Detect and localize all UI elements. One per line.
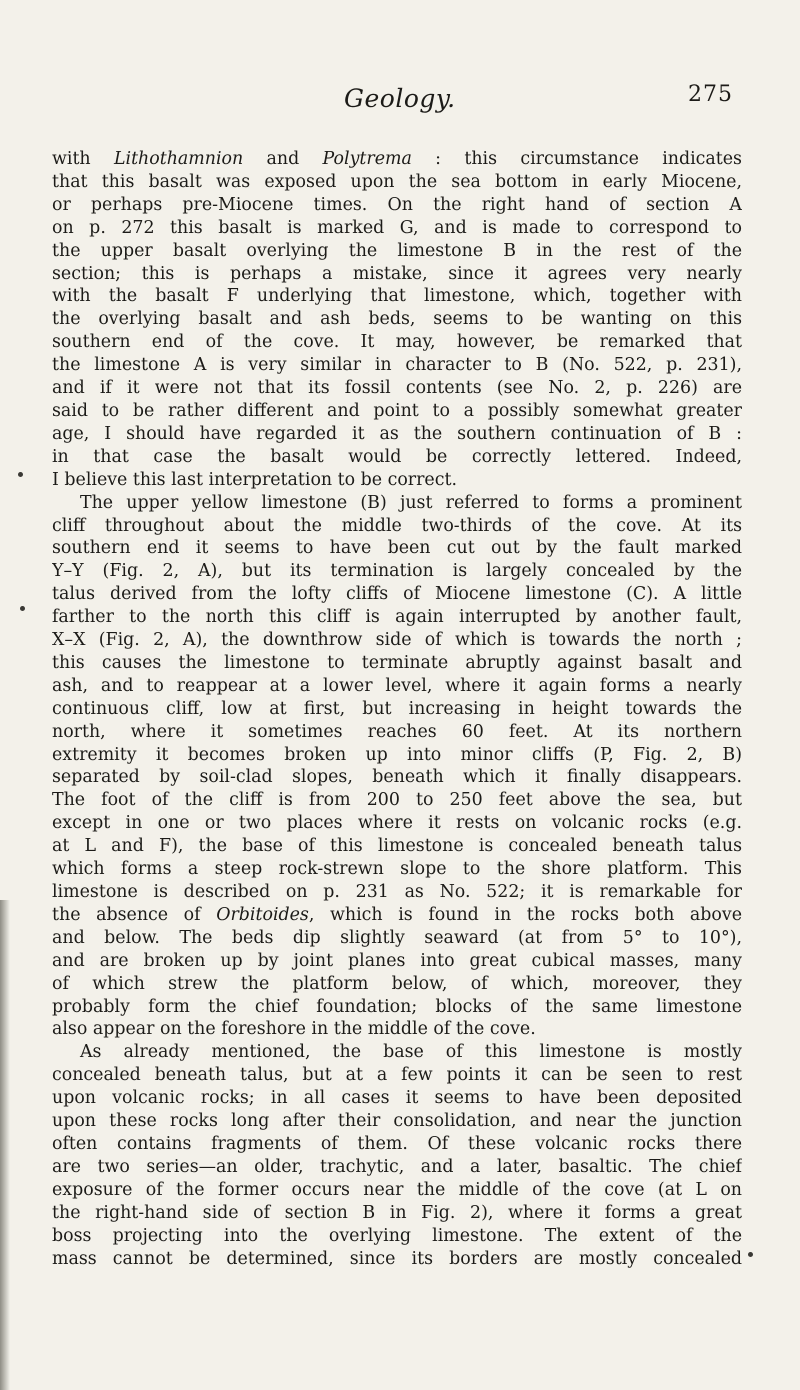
text-segment: with the basalt F underlying that limestone, which, together with: [52, 286, 742, 307]
text-line: [52, 217, 742, 240]
text-segment: and below. The beds dip slightly seaward (at from 5° to 10°),: [52, 927, 742, 948]
text-segment: the overlying basalt and ash beds, seems to be wanting on this: [52, 309, 742, 330]
text-segment: and: [243, 149, 323, 169]
text-line: [52, 1156, 742, 1179]
text-line: [52, 537, 742, 560]
text-line: [52, 927, 742, 950]
text-line: [52, 1087, 742, 1110]
text-segment: in that case the basalt would be correctly lettered. Indeed,: [52, 446, 742, 467]
italic-term: Orbitoides: [216, 904, 309, 925]
text-line: [52, 904, 742, 927]
text-line: [52, 1018, 742, 1041]
text-line: [52, 812, 742, 835]
text-line: [52, 744, 742, 767]
text-line: [52, 240, 742, 263]
margin-mark-dot: [18, 472, 23, 477]
text-line: [52, 560, 742, 583]
text-segment: limestone is described on p. 231 as No. 522; it is remarkable for: [52, 882, 742, 902]
text-segment: section; this is perhaps a mistake, since it agrees very nearly: [52, 263, 742, 284]
text-segment: southern end of the cove. It may, however, be remarked that: [52, 332, 742, 353]
text-line: [52, 354, 742, 377]
text-line: [52, 675, 742, 698]
text-segment: age, I should have regarded it as the southern continuation of B :: [52, 423, 742, 444]
text-segment: upon volcanic rocks; in all cases it seems to have been deposited: [52, 1088, 742, 1109]
text-segment: , which is found in the rocks both above: [308, 904, 742, 925]
text-segment: southern end it seems to have been cut out by the fault marked: [52, 538, 742, 559]
text-segment: farther to the north this cliff is again interrupted by another fault,: [52, 607, 742, 628]
text-segment: the absence of: [52, 904, 217, 925]
text-line: [52, 1110, 742, 1133]
text-segment: The foot of the cliff is from 200 to 250 feet above the sea, but: [52, 790, 742, 811]
text-segment: mass cannot be determined, since its borders are mostly concealed: [52, 1248, 742, 1269]
italic-term: Polytrema: [322, 149, 412, 169]
text-line: [52, 858, 742, 881]
text-segment: extremity it becomes broken up into minor cliffs (P, Fig. 2, B): [52, 744, 742, 765]
text-segment: The upper yellow limestone (B) just referred to forms a prominent: [80, 492, 742, 513]
text-segment: the limestone A is very similar in character to B (No. 522, p. 231),: [52, 355, 742, 376]
text-segment: north, where it sometimes reaches 60 feet. At its northern: [52, 721, 742, 742]
text-line: [52, 583, 742, 606]
italic-term: Lithothamnion: [113, 149, 244, 169]
text-line: [52, 171, 742, 194]
text-segment: the upper basalt overlying the limestone B in the rest of the: [52, 240, 742, 261]
text-line: [52, 1133, 742, 1156]
text-segment: of which strew the platform below, of which, moreover, they: [52, 973, 742, 994]
text-line: [52, 492, 742, 515]
text-line: [52, 308, 742, 331]
text-segment: except in one or two places where it rests on volcanic rocks (e.g.: [52, 813, 742, 834]
page-number: 275: [688, 82, 733, 107]
text-line: [52, 377, 742, 400]
text-segment: As already mentioned, the base of this limestone is mostly: [80, 1042, 742, 1063]
text-segment: are two series—an older, trachytic, and a later, basaltic. The chief: [52, 1156, 742, 1177]
running-title: Geology.: [344, 84, 456, 113]
text-line: [52, 194, 742, 217]
text-line: [52, 789, 742, 812]
text-line: [52, 1064, 742, 1087]
text-segment: continuous cliff, low at first, but increasing in height towards the: [52, 698, 742, 719]
text-segment: talus derived from the lofty cliffs of Miocene limestone (C). A little: [52, 584, 742, 605]
text-segment: also appear on the foreshore in the middle of the cove.: [52, 1019, 536, 1040]
text-segment: with: [52, 149, 114, 169]
text-segment: on p. 272 this basalt is marked G, and is made to correspond to: [52, 217, 742, 238]
text-line: [52, 835, 742, 858]
text-line: [52, 148, 742, 171]
text-segment: Y–Y (Fig. 2, A), but its termination is largely concealed by the: [52, 561, 742, 582]
text-line: [52, 721, 742, 744]
text-line: [52, 1248, 742, 1271]
text-line: [52, 606, 742, 629]
margin-mark-dot: [748, 1252, 753, 1257]
body-text: [52, 148, 742, 1270]
text-line: [52, 446, 742, 469]
text-segment: the right-hand side of section B in Fig. 2), where it forms a great: [52, 1202, 742, 1223]
text-line: [52, 515, 742, 538]
text-line: [52, 285, 742, 308]
text-line: [52, 652, 742, 675]
text-segment: that this basalt was exposed upon the sea bottom in early Miocene,: [52, 171, 742, 192]
text-line: [52, 973, 742, 996]
text-line: [52, 1179, 742, 1202]
text-line: [52, 629, 742, 652]
text-segment: X–X (Fig. 2, A), the downthrow side of which is towards the north ;: [52, 630, 742, 651]
text-segment: often contains fragments of them. Of these volcanic rocks there: [52, 1133, 742, 1154]
text-line: [52, 996, 742, 1019]
text-line: [52, 1041, 742, 1064]
text-line: [52, 1202, 742, 1225]
text-segment: at L and F), the base of this limestone is concealed beneath talus: [52, 836, 742, 857]
text-segment: and are broken up by joint planes into great cubical masses, many: [52, 950, 742, 971]
text-line: [52, 950, 742, 973]
text-line: [52, 881, 742, 904]
text-segment: separated by soil-clad slopes, beneath which it finally disappears.: [52, 767, 742, 788]
text-segment: exposure of the former occurs near the middle of the cove (at L on: [52, 1179, 742, 1200]
text-segment: said to be rather different and point to a possibly somewhat greater: [52, 400, 742, 421]
text-line: [52, 263, 742, 286]
text-segment: which forms a steep rock-strewn slope to the shore platform. This: [52, 859, 742, 880]
text-line: [52, 1225, 742, 1248]
text-segment: cliff throughout about the middle two-thirds of the cove. At its: [52, 515, 742, 536]
margin-mark-dot: [20, 606, 25, 611]
text-line: [52, 423, 742, 446]
text-segment: or perhaps pre-Miocene times. On the right hand of section A: [52, 194, 742, 215]
text-segment: and if it were not that its fossil contents (see No. 2, p. 226) are: [52, 378, 742, 399]
text-segment: upon these rocks long after their consolidation, and near the junction: [52, 1111, 742, 1132]
text-segment: ash, and to reappear at a lower level, where it again forms a nearly: [52, 675, 742, 696]
text-segment: this causes the limestone to terminate abruptly against basalt and: [52, 652, 742, 673]
text-line: [52, 331, 742, 354]
text-line: [52, 400, 742, 423]
text-segment: probably form the chief foundation; blocks of the same limestone: [52, 996, 742, 1017]
text-segment: concealed beneath talus, but at a few points it can be seen to rest: [52, 1065, 742, 1086]
page-edge-shadow: [0, 900, 10, 1390]
text-line: [52, 469, 742, 492]
text-segment: I believe this last interpretation to be correct.: [52, 469, 457, 490]
text-line: [52, 698, 742, 721]
text-line: [52, 766, 742, 789]
text-segment: boss projecting into the overlying limestone. The extent of the: [52, 1225, 742, 1246]
running-head: [0, 84, 800, 124]
text-segment: : this circumstance indicates: [411, 149, 742, 169]
